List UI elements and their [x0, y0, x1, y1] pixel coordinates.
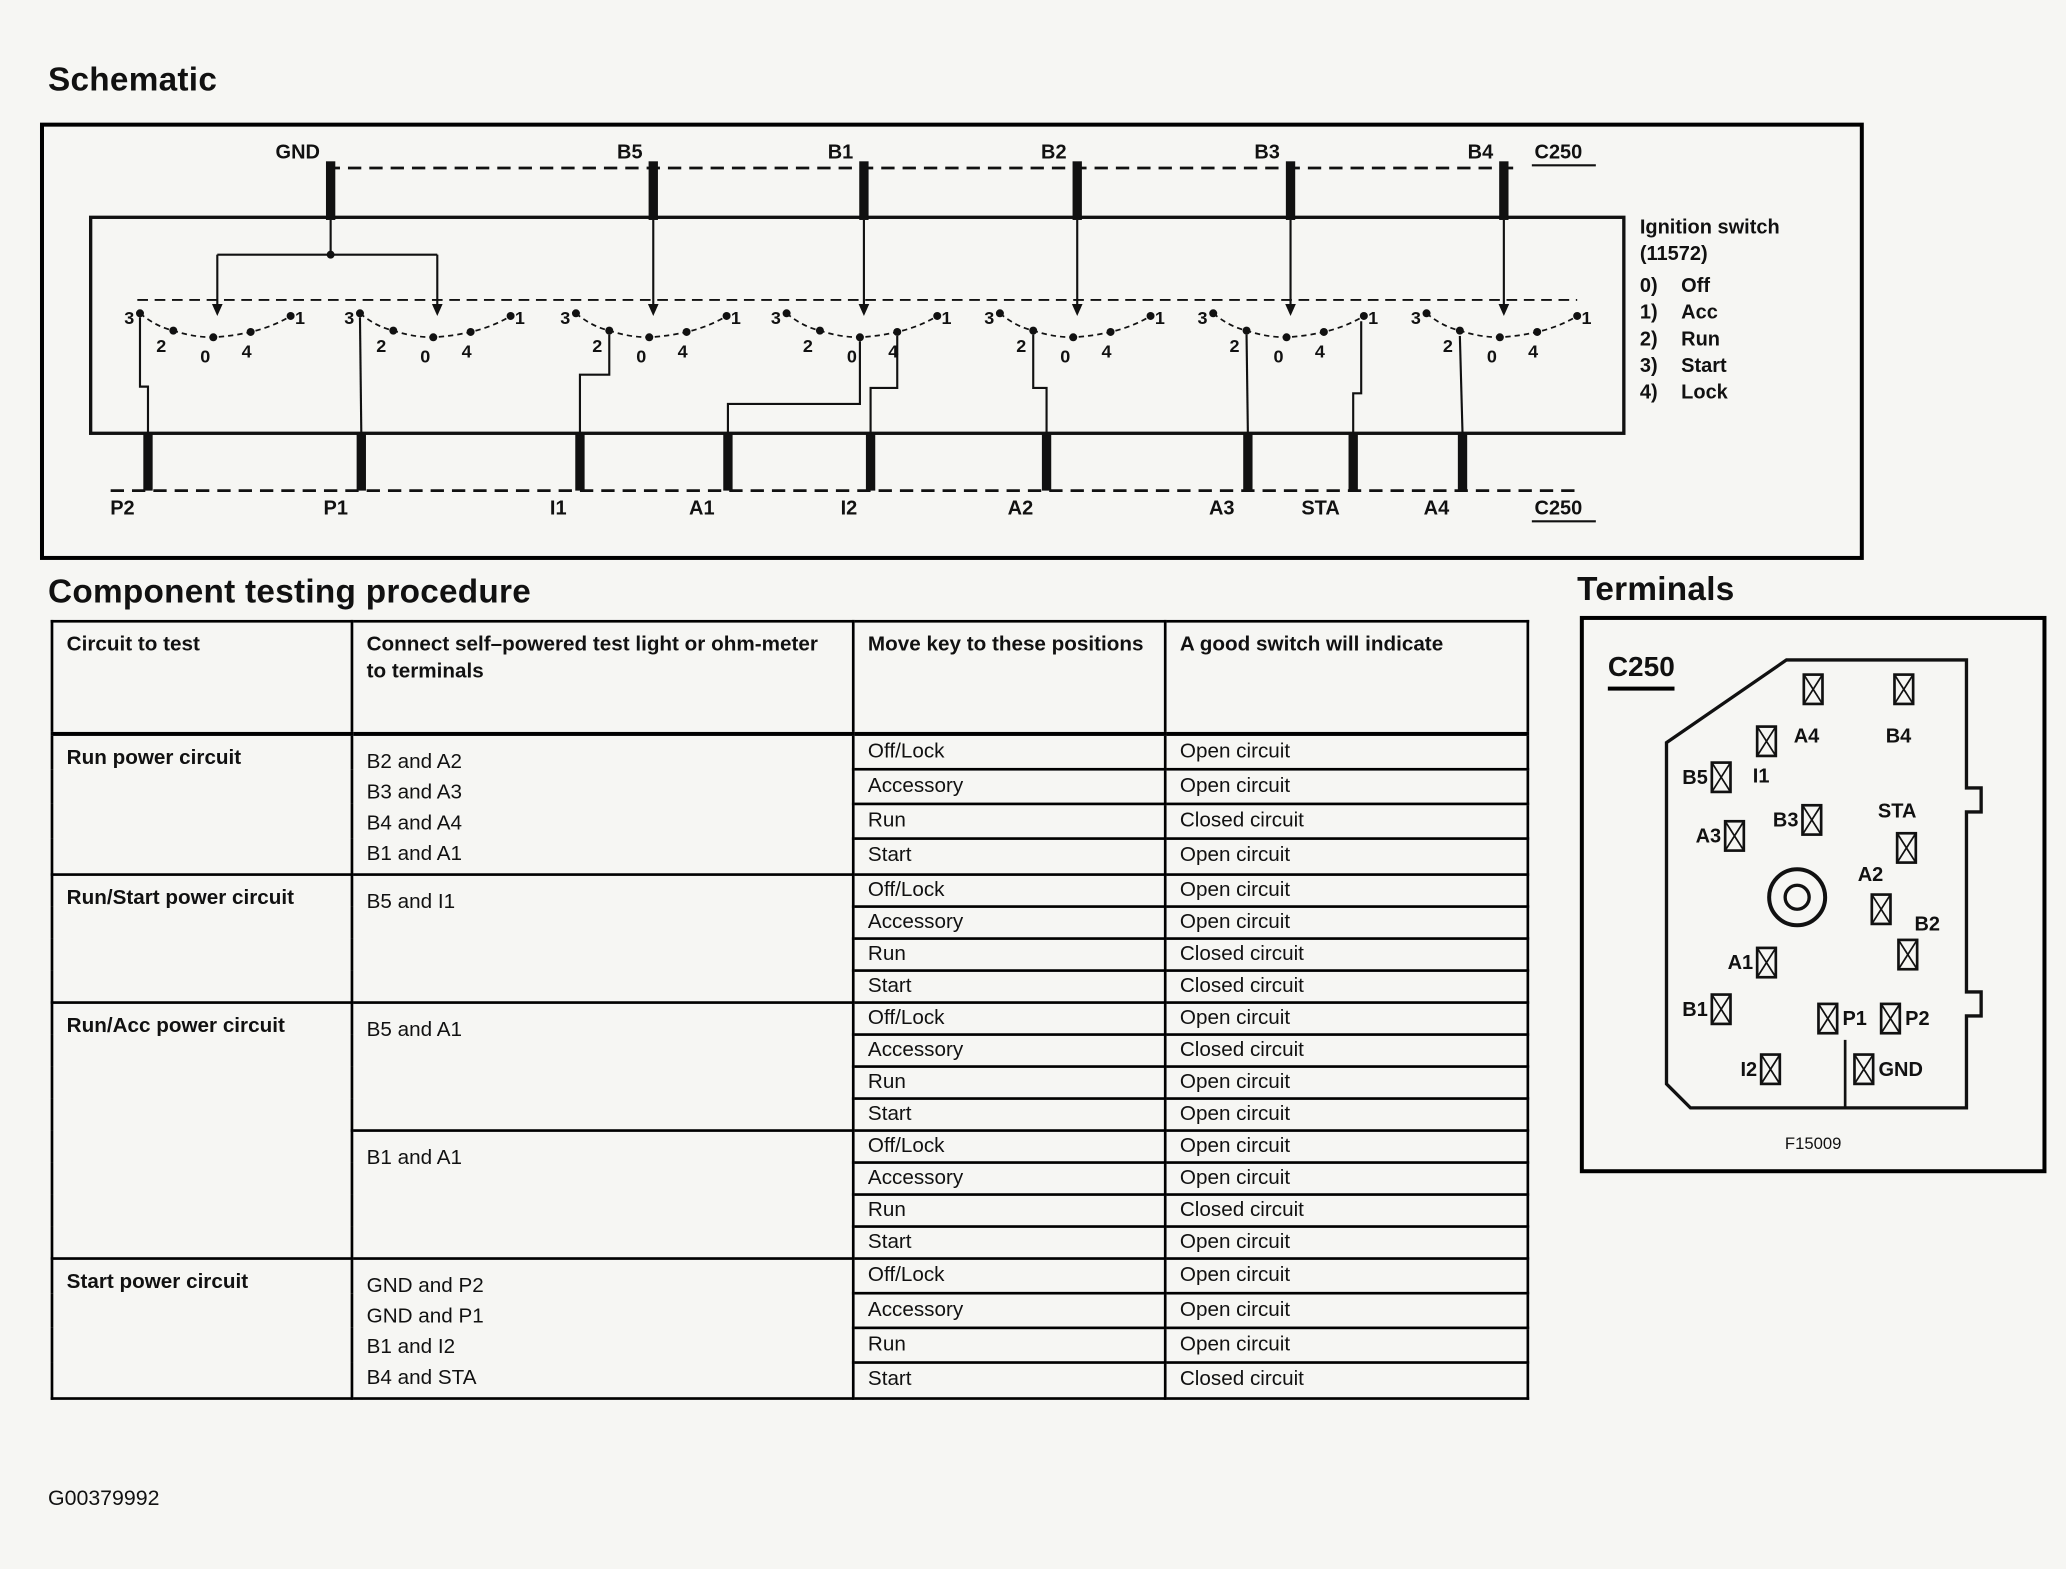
- contact-dot: [429, 333, 437, 341]
- position-number-label: 1: [1154, 307, 1165, 328]
- terminal-pin-label: A1: [1727, 952, 1754, 975]
- testing-table-header-row: [52, 621, 1528, 733]
- terminal-pin-label: B2: [1914, 913, 1941, 936]
- contact-dot: [572, 309, 580, 317]
- terminal-pair: B1 and A1: [366, 842, 463, 866]
- terminals-section-title: Terminals: [1577, 570, 1735, 608]
- terminal-pair: B3 and A3: [366, 780, 463, 804]
- contact-dot: [1456, 327, 1464, 335]
- connector-id-top: C250: [1534, 141, 1583, 164]
- result-cell: Closed circuit: [1165, 804, 1528, 839]
- key-position-cell: Start: [853, 1098, 1165, 1130]
- key-position-cell: Accessory: [853, 1293, 1165, 1328]
- contact-arc: [360, 313, 511, 337]
- position-number-label: 1: [514, 307, 525, 328]
- legend-position-value: Lock: [1681, 381, 1728, 404]
- key-position-cell: Accessory: [853, 769, 1165, 804]
- output-wire: [360, 317, 361, 433]
- terminal-pair: GND and P1: [366, 1304, 484, 1328]
- position-number-label: 0: [1060, 346, 1071, 367]
- key-position-cell: Start: [853, 1226, 1165, 1258]
- terminal-pin-label: B3: [1772, 809, 1799, 832]
- terminal-pair: B5 and A1: [366, 1017, 463, 1041]
- result-cell: Open circuit: [1165, 1328, 1528, 1363]
- position-number-label: 1: [730, 307, 741, 328]
- terminal-pair: B1 and I2: [366, 1335, 456, 1359]
- contact-dot: [683, 328, 691, 336]
- top-terminal-bar: [1073, 161, 1082, 220]
- bottom-terminal-label: A4: [1423, 497, 1450, 520]
- mounting-hole-outer: [1769, 869, 1825, 925]
- top-terminal-label: B1: [827, 141, 854, 164]
- contact-dot: [645, 333, 653, 341]
- position-number-label: 0: [1273, 346, 1284, 367]
- contact-dot: [169, 327, 177, 335]
- position-number-label: 2: [1229, 335, 1240, 356]
- testing-table-body: [52, 733, 1528, 1398]
- wiper-arrowhead: [432, 304, 443, 316]
- top-terminal-bar: [1499, 161, 1508, 220]
- testing-table: [51, 620, 1530, 1399]
- position-number-label: 0: [420, 346, 431, 367]
- top-terminal-bar: [649, 161, 658, 220]
- contact-dot: [1573, 312, 1581, 320]
- result-cell: Open circuit: [1165, 839, 1528, 874]
- key-position-cell: Run: [853, 1328, 1165, 1363]
- testing-section-title: Component testing procedure: [47, 573, 532, 611]
- key-position-cell: Off/Lock: [853, 874, 1165, 906]
- contact-dot: [1209, 309, 1217, 317]
- output-wire: [1353, 321, 1361, 433]
- bottom-terminal-bar: [1042, 433, 1051, 490]
- contact-dot: [1147, 312, 1155, 320]
- position-number-label: 4: [1528, 341, 1539, 362]
- position-number-label: 3: [560, 307, 571, 328]
- contact-arc: [1213, 313, 1364, 337]
- schematic-section-title: Schematic: [47, 61, 218, 99]
- contact-dot: [1423, 309, 1431, 317]
- top-terminal-bar: [326, 161, 335, 220]
- key-position-cell: Off/Lock: [853, 733, 1165, 769]
- wiper-arrowhead: [859, 304, 870, 316]
- output-wire: [1460, 336, 1463, 433]
- terminal-pair: B4 and A4: [366, 811, 463, 835]
- key-position-cell: Start: [853, 970, 1165, 1002]
- terminal-pin-label: B1: [1682, 998, 1708, 1021]
- test-row: [52, 733, 1528, 769]
- wiper-arrowhead: [1072, 304, 1083, 316]
- bottom-terminal-bar: [1458, 433, 1467, 490]
- contact-dot: [783, 309, 791, 317]
- circuit-cell: Run/Acc power circuit: [52, 1002, 352, 1258]
- wiper-arrowhead: [1285, 304, 1296, 316]
- contact-arc: [1000, 313, 1151, 337]
- bottom-terminal-label: A3: [1208, 497, 1235, 520]
- position-number-label: 2: [1442, 335, 1453, 356]
- contact-dot: [507, 312, 515, 320]
- terminal-pin-label: STA: [1877, 800, 1917, 823]
- key-position-cell: Off/Lock: [853, 1002, 1165, 1034]
- output-wire: [1033, 335, 1046, 434]
- result-cell: Closed circuit: [1165, 1363, 1528, 1398]
- result-cell: Open circuit: [1165, 769, 1528, 804]
- col-header-key-positions: Move key to these positions: [853, 621, 1165, 733]
- result-cell: Open circuit: [1165, 1130, 1528, 1162]
- contact-dot: [209, 333, 217, 341]
- bottom-terminal-bar: [723, 433, 732, 490]
- wiper-arrowhead: [1499, 304, 1510, 316]
- contact-dot: [136, 309, 144, 317]
- top-terminal-label: B4: [1467, 141, 1494, 164]
- top-terminal-label: B3: [1254, 141, 1280, 164]
- terminals-panel: [1580, 616, 2047, 1173]
- circuit-cell: Start power circuit: [52, 1258, 352, 1398]
- contact-arc: [576, 313, 727, 337]
- terminal-pin-label: P1: [1842, 1008, 1867, 1031]
- contact-dot: [1107, 328, 1115, 336]
- bottom-terminal-label: A1: [689, 497, 715, 520]
- contact-dot: [287, 312, 295, 320]
- contact-dot: [996, 309, 1004, 317]
- legend-position-key: 3): [1639, 354, 1658, 377]
- legend-position-value: Acc: [1681, 301, 1718, 324]
- key-position-cell: Run: [853, 938, 1165, 970]
- bottom-terminal-label: STA: [1301, 497, 1340, 520]
- terminal-pair: B5 and I1: [366, 889, 456, 913]
- wiper-arrowhead: [648, 304, 659, 316]
- bottom-terminal-bar: [1243, 433, 1252, 490]
- position-number-label: 1: [294, 307, 305, 328]
- contact-dot: [893, 328, 901, 336]
- col-header-terminals: Connect self–powered test light or ohm-meter to terminals: [352, 621, 853, 733]
- terminal-pin-label: P2: [1905, 1008, 1930, 1031]
- top-terminal-label: GND: [275, 141, 320, 164]
- contact-dot: [605, 327, 613, 335]
- result-cell: Open circuit: [1165, 1066, 1528, 1098]
- position-number-label: 3: [344, 307, 355, 328]
- terminal-pair: B4 and STA: [366, 1366, 477, 1390]
- terminal-pair: GND and P2: [366, 1273, 484, 1297]
- key-position-cell: Start: [853, 839, 1165, 874]
- junction-dot: [327, 251, 335, 259]
- key-position-cell: Accessory: [853, 906, 1165, 938]
- contact-dot: [247, 328, 255, 336]
- testing-section: [51, 620, 1530, 1399]
- top-terminal-bar: [859, 161, 868, 220]
- key-position-cell: Accessory: [853, 1162, 1165, 1194]
- contact-dot: [389, 327, 397, 335]
- position-number-label: 2: [376, 335, 387, 356]
- result-cell: Open circuit: [1165, 1098, 1528, 1130]
- result-cell: Open circuit: [1165, 1226, 1528, 1258]
- bottom-terminal-bar: [866, 433, 875, 490]
- result-cell: Open circuit: [1165, 906, 1528, 938]
- position-number-label: 2: [156, 335, 167, 356]
- top-terminal-label: B5: [617, 141, 643, 164]
- position-number-label: 4: [461, 341, 472, 362]
- bottom-terminal-label: A2: [1007, 497, 1034, 520]
- terminal-pin-label: A2: [1857, 864, 1884, 887]
- test-row: [52, 1258, 1528, 1293]
- figure-number-label: F15009: [1784, 1134, 1842, 1154]
- top-terminal-bar: [1286, 161, 1295, 220]
- position-number-label: 0: [846, 346, 857, 367]
- key-position-cell: Start: [853, 1363, 1165, 1398]
- legend-position-key: 2): [1639, 328, 1658, 351]
- position-number-label: 3: [1197, 307, 1208, 328]
- terminal-pairs-cell: [352, 1130, 853, 1258]
- mounting-hole-inner: [1785, 885, 1809, 909]
- result-cell: Closed circuit: [1165, 970, 1528, 1002]
- contact-arc: [140, 313, 291, 337]
- terminal-pair: B2 and A2: [366, 749, 463, 773]
- terminal-pin-label: I2: [1740, 1058, 1758, 1081]
- legend-position-key: 4): [1639, 381, 1658, 404]
- output-wire: [728, 341, 860, 433]
- contact-dot: [1533, 328, 1541, 336]
- bottom-terminal-label: I1: [549, 497, 567, 520]
- key-position-cell: Accessory: [853, 1034, 1165, 1066]
- contact-arc: [1427, 313, 1578, 337]
- contact-dot: [1320, 328, 1328, 336]
- test-row: [52, 1002, 1528, 1034]
- output-wire: [1247, 335, 1248, 434]
- contact-dot: [467, 328, 475, 336]
- legend-position-value: Off: [1681, 274, 1711, 297]
- circuit-cell: Run power circuit: [52, 733, 352, 874]
- legend-position-key: 1): [1639, 301, 1658, 324]
- position-number-label: 2: [1016, 335, 1027, 356]
- top-terminal-label: B2: [1041, 141, 1067, 164]
- result-cell: Closed circuit: [1165, 938, 1528, 970]
- result-cell: Open circuit: [1165, 1293, 1528, 1328]
- position-number-label: 0: [1486, 346, 1497, 367]
- result-cell: Closed circuit: [1165, 1034, 1528, 1066]
- result-cell: Open circuit: [1165, 1162, 1528, 1194]
- contact-dot: [356, 309, 364, 317]
- terminal-pin-label: GND: [1878, 1058, 1923, 1081]
- terminals-canvas: [1584, 620, 2043, 1169]
- bottom-terminal-label: P2: [110, 497, 135, 520]
- contact-dot: [1029, 327, 1037, 335]
- ignition-switch-body: [91, 217, 1624, 433]
- bottom-terminal-bar: [143, 433, 152, 490]
- position-number-label: 0: [636, 346, 647, 367]
- bottom-terminal-bar: [575, 433, 584, 490]
- terminal-pin-label: B5: [1682, 766, 1708, 789]
- terminal-pairs-cell: [352, 874, 853, 1002]
- contact-dot: [1360, 312, 1368, 320]
- terminal-pin-label: A4: [1793, 725, 1820, 748]
- position-number-label: 4: [1101, 341, 1112, 362]
- position-number-label: 3: [770, 307, 781, 328]
- key-position-cell: Run: [853, 804, 1165, 839]
- key-position-cell: Run: [853, 1066, 1165, 1098]
- contact-dot: [816, 327, 824, 335]
- schematic-panel: [40, 123, 1864, 560]
- schematic-canvas: [44, 127, 1860, 556]
- contact-dot: [1069, 333, 1077, 341]
- legend-name-line2: (11572): [1639, 242, 1708, 265]
- test-row: [52, 874, 1528, 906]
- position-number-label: 0: [200, 346, 211, 367]
- result-cell: Open circuit: [1165, 1002, 1528, 1034]
- position-number-label: 1: [1581, 307, 1592, 328]
- bottom-terminal-bar: [357, 433, 366, 490]
- position-number-label: 3: [1410, 307, 1421, 328]
- position-number-label: 4: [888, 341, 899, 362]
- bottom-terminal-label: P1: [323, 497, 348, 520]
- contact-dot: [1496, 333, 1504, 341]
- terminal-pairs-cell: [352, 1002, 853, 1130]
- legend-name-line1: Ignition switch: [1639, 216, 1780, 239]
- terminal-pair: B1 and A1: [366, 1145, 463, 1169]
- result-cell: Closed circuit: [1165, 1194, 1528, 1226]
- position-number-label: 3: [984, 307, 995, 328]
- contact-dot: [1243, 327, 1251, 335]
- position-number-label: 1: [941, 307, 952, 328]
- position-number-label: 2: [802, 335, 813, 356]
- position-number-label: 4: [677, 341, 688, 362]
- contact-dot: [933, 312, 941, 320]
- terminal-pin-label: B4: [1885, 725, 1912, 748]
- col-header-indication: A good switch will indicate: [1165, 621, 1528, 733]
- result-cell: Open circuit: [1165, 1258, 1528, 1293]
- graphic-id-label: G00379992: [47, 1487, 160, 1511]
- terminal-pairs-cell: [352, 1258, 853, 1398]
- contact-dot: [723, 312, 731, 320]
- result-cell: Open circuit: [1165, 874, 1528, 906]
- legend-position-value: Start: [1681, 354, 1727, 377]
- position-number-label: 1: [1368, 307, 1379, 328]
- key-position-cell: Run: [853, 1194, 1165, 1226]
- terminal-pairs-cell: [352, 733, 853, 874]
- terminal-pin-label: I1: [1752, 765, 1770, 788]
- result-cell: Open circuit: [1165, 733, 1528, 769]
- position-number-label: 4: [241, 341, 252, 362]
- bottom-terminal-label: I2: [840, 497, 858, 520]
- contact-dot: [1283, 333, 1291, 341]
- connector-name-label: C250: [1608, 652, 1675, 691]
- contact-dot: [856, 333, 864, 341]
- col-header-circuit: Circuit to test: [52, 621, 352, 733]
- position-number-label: 2: [592, 335, 603, 356]
- contact-arc: [787, 313, 938, 337]
- circuit-cell: Run/Start power circuit: [52, 874, 352, 1002]
- key-position-cell: Off/Lock: [853, 1258, 1165, 1293]
- output-wire: [140, 317, 148, 433]
- position-number-label: 4: [1314, 341, 1325, 362]
- legend-position-value: Run: [1681, 328, 1721, 351]
- terminal-pin-label: A3: [1695, 825, 1722, 848]
- legend-position-key: 0): [1639, 274, 1658, 297]
- position-number-label: 3: [124, 307, 135, 328]
- bottom-terminal-bar: [1349, 433, 1358, 490]
- connector-id-bottom: C250: [1534, 497, 1583, 520]
- wiper-arrowhead: [212, 304, 223, 316]
- key-position-cell: Off/Lock: [853, 1130, 1165, 1162]
